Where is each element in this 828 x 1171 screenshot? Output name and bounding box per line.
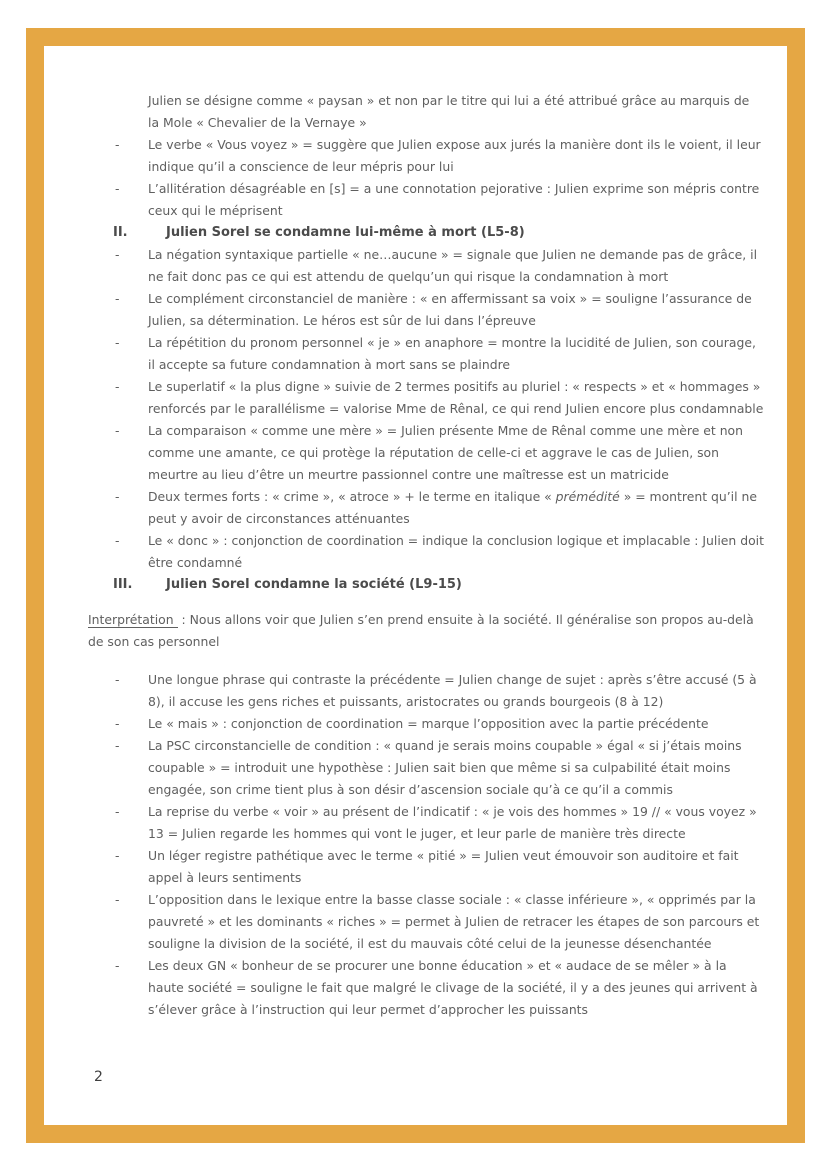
- bullet-text: [148, 489, 757, 526]
- bullet-item: [88, 955, 764, 1021]
- bullet-item: [88, 845, 764, 889]
- bullet-text: Une longue phrase qui contraste la précédente = Julien change de sujet : après s’être accusé (5 à 8), il accuse les gens riches et puissants, aristocrates ou grands bourgeois (8 à 12): [148, 672, 757, 709]
- bullet-item: [88, 486, 764, 530]
- page-number: 2: [94, 1069, 103, 1085]
- paragraph-interpretation: [88, 609, 764, 653]
- dash-marker: -: [115, 738, 120, 753]
- bullet-text: La répétition du pronom personnel « je » en anaphore = montre la lucidité de Julien, son courage, il accepte sa future condamnation à mort sans se plaindre: [148, 335, 756, 372]
- bullet-item: [88, 735, 764, 801]
- dash-marker: -: [115, 533, 120, 548]
- bullet-text-post: » = montrent qu’il ne peut y avoir de circonstances atténuantes: [148, 489, 757, 526]
- bullet-item: [88, 332, 764, 376]
- section-title: Julien Sorel se condamne lui-même à mort (L5-8): [166, 225, 525, 240]
- bullet-item: [88, 420, 764, 486]
- bullet-item: [88, 801, 764, 845]
- interpretation-text: : Nous allons voir que Julien s’en prend ensuite à la société. Il généralise son propos au-delà de son cas personnel: [88, 612, 754, 649]
- bullet-text: L’opposition dans le lexique entre la basse classe sociale : « classe inférieure », « opprimés par la pauvreté » et les dominants « riches » = permet à Julien de retracer les étapes de son parcours et souligne la division de la société, il est du mauvais côté celui de la jeunesse désenchantée: [148, 892, 760, 951]
- dash-marker: -: [115, 181, 120, 196]
- dash-marker: -: [115, 848, 120, 863]
- dash-marker: -: [115, 892, 120, 907]
- section-heading-3: [113, 574, 764, 596]
- paragraph-continuation: Julien se désigne comme « paysan » et non par le titre qui lui a été attribué grâce au marquis de la Mole « Chevalier de la Vernaye »: [148, 93, 750, 130]
- bullet-item: [88, 134, 764, 178]
- dash-marker: -: [115, 716, 120, 731]
- bullet-text-pre: Deux termes forts : « crime », « atroce » + le terme en italique «: [148, 489, 556, 504]
- bullet-item: [88, 244, 764, 288]
- bullet-text: La négation syntaxique partielle « ne…aucune » = signale que Julien ne demande pas de grâce, il ne fait donc pas ce qui est attendu de quelqu’un qui risque la condamnation à mort: [148, 247, 758, 284]
- bullet-text: La reprise du verbe « voir » au présent de l’indicatif : « je vois des hommes » 19 // « vous voyez » 13 = Julien regarde les hommes qui vont le juger, et leur parle de manière très directe: [148, 804, 757, 841]
- bullet-text: L’allitération désagréable en [s] = a une connotation pejorative : Julien exprime son mépris contre ceux qui le méprisent: [148, 181, 760, 218]
- section-heading-2: [113, 222, 764, 244]
- bullet-item: [88, 376, 764, 420]
- bullet-text: Les deux GN « bonheur de se procurer une bonne éducation » et « audace de se mêler » à la haute société = souligne le fait que malgré le clivage de la société, il y a des jeunes qui arrivent à s’élever grâce à l’instruction qui leur permet d’approcher les puissants: [148, 958, 758, 1017]
- section-title: Julien Sorel condamne la société (L9-15): [166, 577, 462, 592]
- bullet-text: Le verbe « Vous voyez » = suggère que Julien expose aux jurés la manière dont ils le voient, il leur indique qu’il a conscience de leur mépris pour lui: [148, 137, 761, 174]
- bullet-text: Le superlatif « la plus digne » suivie de 2 termes positifs au pluriel : « respects » et « hommages » renforcés par le parallélisme = valorise Mme de Rênal, ce qui rend Julien encore plus condamnable: [148, 379, 764, 416]
- bullet-text: La PSC circonstancielle de condition : « quand je serais moins coupable » égal « si j’étais moins coupable » = introduit une hypothèse : Julien sait bien que même si sa culpabilité était moins engagée, son crime tient plus à son désir d’ascension sociale qu’à ce qu’il a commis: [148, 738, 742, 797]
- dash-marker: -: [115, 672, 120, 687]
- bullet-text: Un léger registre pathétique avec le terme « pitié » = Julien veut émouvoir son auditoire et fait appel à leurs sentiments: [148, 848, 739, 885]
- dash-marker: -: [115, 379, 120, 394]
- bullet-item: [88, 288, 764, 332]
- bullet-text: Le « donc » : conjonction de coordination = indique la conclusion logique et implacable : Julien doit être condamné: [148, 533, 764, 570]
- dash-marker: -: [115, 958, 120, 973]
- dash-marker: -: [115, 291, 120, 306]
- dash-marker: -: [115, 137, 120, 152]
- dash-marker: -: [115, 489, 120, 504]
- bullet-item: [88, 889, 764, 955]
- bullet-item: [88, 713, 764, 735]
- section-number: III.: [113, 577, 133, 592]
- dash-marker: -: [115, 335, 120, 350]
- italic-term: prémédité: [555, 489, 620, 504]
- bullet-item: [88, 669, 764, 713]
- dash-marker: -: [115, 804, 120, 819]
- section-number: II.: [113, 225, 128, 240]
- bullet-text: Le « mais » : conjonction de coordination = marque l’opposition avec la partie précédente: [148, 716, 709, 731]
- page-content: [88, 90, 764, 1021]
- dash-marker: -: [115, 247, 120, 262]
- dash-marker: -: [115, 423, 120, 438]
- bullet-text: La comparaison « comme une mère » = Julien présente Mme de Rênal comme une mère et non comme une amante, ce qui protège la réputation de celle-ci et aggrave le cas de Julien, son meurtre au lieu d’être un meurtre passionnel contre une maîtresse est un matricide: [148, 423, 743, 482]
- interpretation-label: Interprétation: [88, 612, 178, 628]
- bullet-item: [88, 178, 764, 222]
- bullet-item: [88, 530, 764, 574]
- bullet-text: Le complément circonstanciel de manière : « en affermissant sa voix » = souligne l’assurance de Julien, sa détermination. Le héros est sûr de lui dans l’épreuve: [148, 291, 752, 328]
